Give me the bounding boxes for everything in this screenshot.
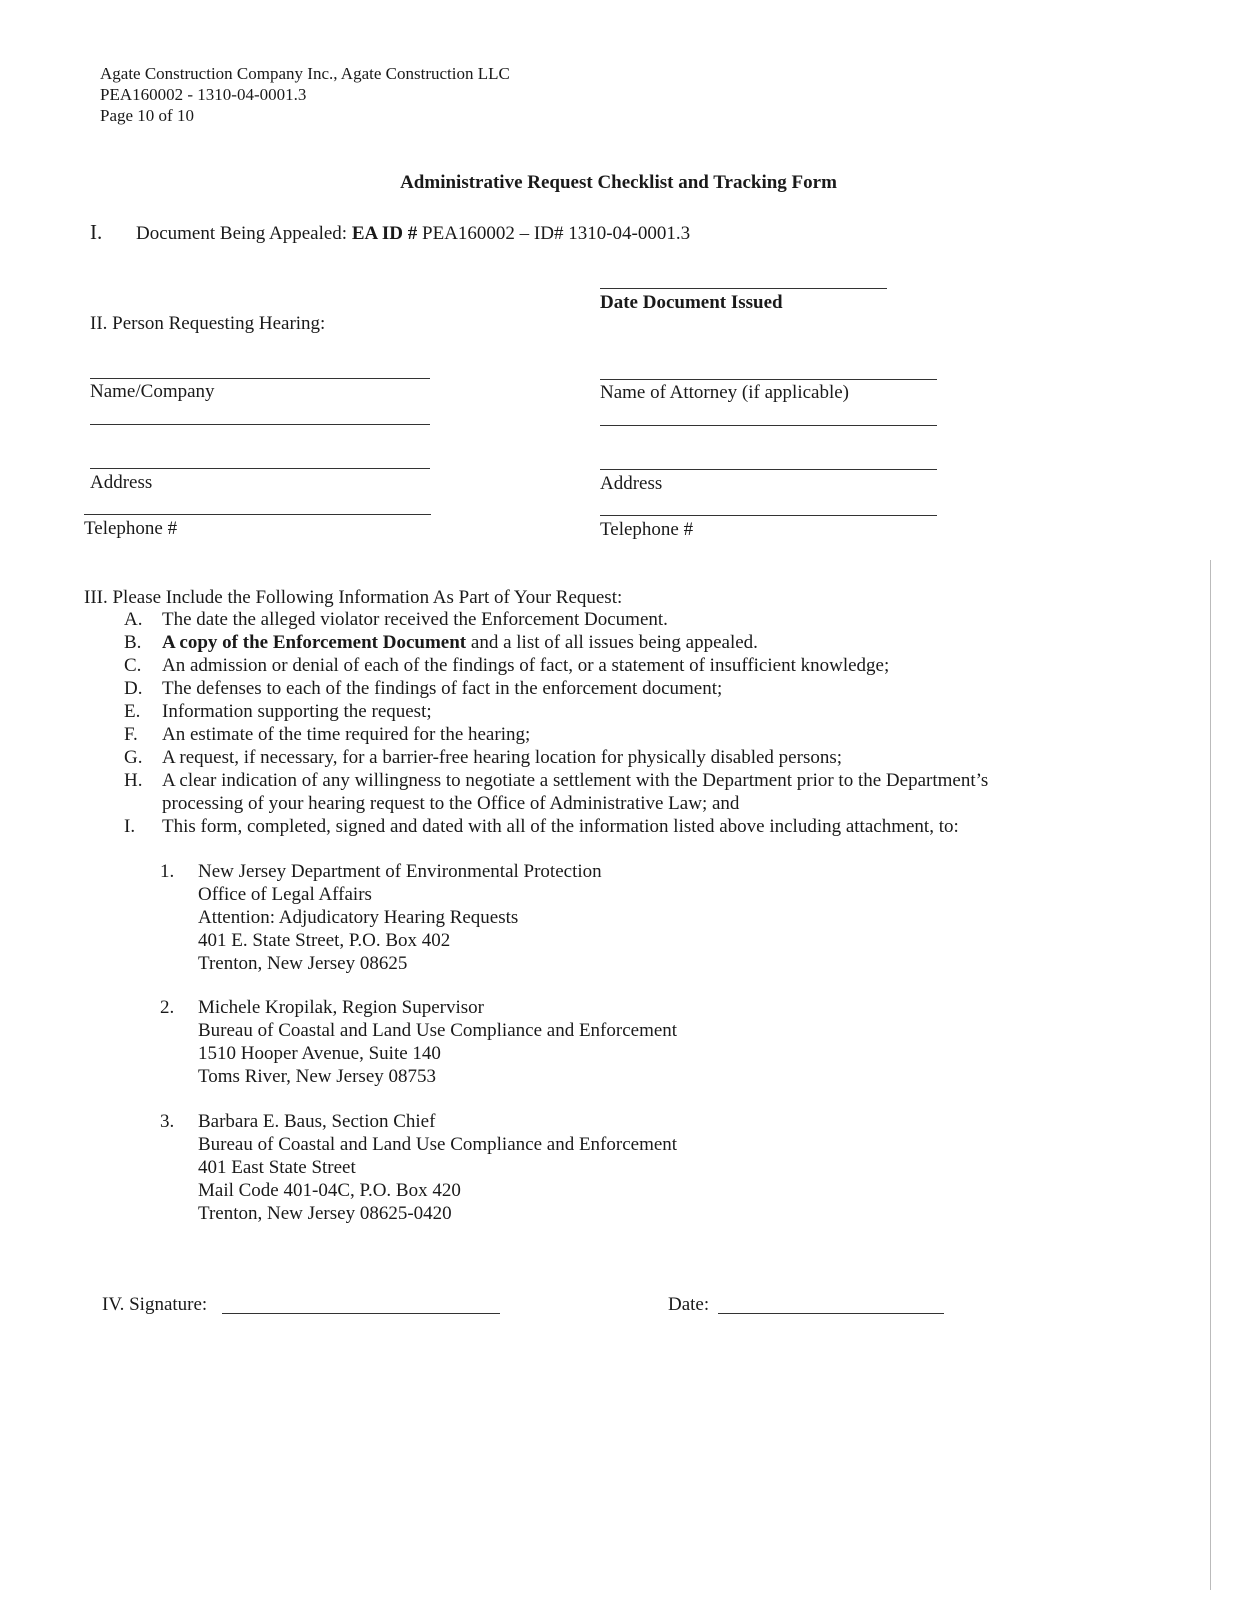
telephone-right-label: Telephone #: [600, 519, 694, 540]
date-issued-line[interactable]: [600, 288, 887, 289]
section-1-ea-label: EA ID #: [351, 223, 418, 244]
name-company-label: Name/Company: [90, 381, 215, 402]
date-issued-label: Date Document Issued: [600, 292, 783, 313]
address-block-1: 1. New Jersey Department of Environmental Protection Office of Legal Affairs Attention: Adjudicatory Hearing Requests 401 E. State Street, P.O. Box 402 Trenton, New Jersey 08625: [160, 861, 602, 974]
checklist-item: G. A request, if necessary, for a barrier-free hearing location for physically disabled persons;: [124, 747, 843, 768]
name-company-line-2[interactable]: [90, 424, 430, 425]
signature-label: IV. Signature:: [102, 1294, 208, 1315]
address-block-2: 2. Michele Kropilak, Region Supervisor Bureau of Coastal and Land Use Compliance and Enforcement 1510 Hooper Avenue, Suite 140 Toms River, New Jersey 08753: [160, 997, 678, 1087]
section-1-numeral: I.: [90, 220, 103, 244]
checklist-item: C. An admission or denial of each of the findings of fact, or a statement of insufficient knowledge;: [124, 655, 890, 676]
header-company: Agate Construction Company Inc., Agate Construction LLC: [100, 64, 510, 83]
form-title: Administrative Request Checklist and Tracking Form: [400, 172, 837, 193]
address-left-label: Address: [90, 472, 153, 493]
checklist-item: H. A clear indication of any willingness to negotiate a settlement with the Department prior to the Department’s processing of your hearing request to the Office of Administrative Law; and: [124, 770, 989, 814]
date-line[interactable]: [718, 1313, 944, 1314]
telephone-left-label: Telephone #: [84, 518, 178, 539]
signature-line[interactable]: [222, 1313, 500, 1314]
address-right-line[interactable]: [600, 469, 937, 470]
address-left-line[interactable]: [90, 468, 430, 469]
checklist-item: A. The date the alleged violator received the Enforcement Document.: [124, 609, 668, 630]
address-block-3: 3. Barbara E. Baus, Section Chief Bureau of Coastal and Land Use Compliance and Enforcement 401 East State Street Mail Code 401-04C, P.O. Box 420 Trenton, New Jersey 08625-0420: [160, 1111, 678, 1224]
section-2-label: II. Person Requesting Hearing:: [90, 313, 326, 334]
telephone-right-line[interactable]: [600, 515, 937, 516]
header-case-id: PEA160002 - 1310-04-0001.3: [100, 85, 307, 104]
checklist-item: F. An estimate of the time required for the hearing;: [124, 724, 531, 745]
attorney-line[interactable]: [600, 379, 937, 380]
address-right-label: Address: [600, 473, 663, 494]
section-1-line: [136, 223, 690, 245]
checklist-item: E. Information supporting the request;: [124, 701, 432, 722]
section-1-label: Document Being Appealed:: [136, 223, 348, 244]
checklist: [124, 608, 1042, 838]
attorney-line-2[interactable]: [600, 425, 937, 426]
checklist-item: B. A copy of the Enforcement Document and a list of all issues being appealed.: [124, 632, 758, 653]
section-1-value: PEA160002 – ID# 1310-04-0001.3: [422, 223, 691, 244]
header-page-number: Page 10 of 10: [100, 106, 194, 125]
attorney-label: Name of Attorney (if applicable): [600, 382, 850, 403]
name-company-line[interactable]: [90, 378, 430, 379]
date-label: Date:: [668, 1294, 710, 1315]
checklist-item: D. The defenses to each of the findings of fact in the enforcement document;: [124, 678, 723, 699]
telephone-left-line[interactable]: [84, 514, 431, 515]
scan-edge-line: [1210, 560, 1211, 1590]
section-3-label: III. Please Include the Following Information As Part of Your Request:: [84, 587, 623, 608]
checklist-item: I. This form, completed, signed and dated with all of the information listed above including attachment, to:: [124, 816, 959, 837]
